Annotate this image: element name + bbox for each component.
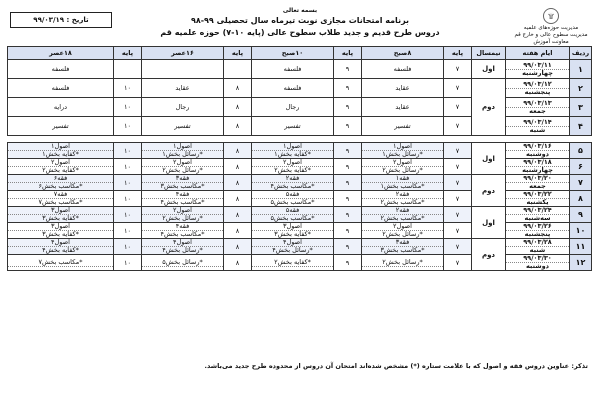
grade-cell [224, 60, 252, 79]
gap-cell [8, 136, 592, 143]
subject-line: *کفایه بخش۴ [42, 246, 79, 254]
subject-cell: رجال [252, 98, 334, 117]
subject-cell [142, 143, 224, 159]
grade-cell: ۸ [224, 175, 252, 191]
organization-block [512, 8, 590, 46]
grade-cell: ۱۰ [114, 175, 142, 191]
date-text: ۹۹/۰۳/۲۸ [506, 239, 569, 247]
subject-line: *کفایه بخش۳ [274, 230, 311, 238]
subject-line: *رسائل بخش۱ [162, 150, 203, 158]
weekday-text: جمعه [529, 106, 546, 115]
subject-line: اصول۱ [142, 143, 223, 151]
day-cell [506, 191, 570, 207]
subject-line: *کفایه بخش۲ [274, 166, 311, 174]
day-cell [506, 255, 570, 271]
date-text: ۹۹/۰۳/۱۱ [506, 62, 569, 70]
subject-line: *مکاسب بخش۲ [380, 198, 425, 206]
subject-cell [8, 175, 114, 191]
date-text: ۹۹/۰۳/۱۸ [506, 159, 569, 167]
header-cell: پایه [114, 47, 142, 60]
subject-line: اصول۴ [252, 239, 333, 247]
grade-cell: ۸ [224, 159, 252, 175]
grade-cell: ۹ [334, 79, 362, 98]
subject-cell [142, 191, 224, 207]
subject-cell: فلسفه [8, 60, 114, 79]
date-text: ۹۹/۰۳/۱۳ [506, 100, 569, 108]
subject-cell: فلسفه [252, 79, 334, 98]
subject-line: فقه۳ [362, 239, 443, 247]
subject-line: فقه۲ [362, 207, 443, 215]
weekday-text: چهارشنبه [522, 68, 553, 77]
header-cell: ۱۰صبح [252, 47, 334, 60]
table-row [8, 143, 592, 159]
grade-cell: ۷ [444, 117, 472, 136]
row-number: ۲ [570, 79, 592, 98]
grade-cell: ۷ [444, 143, 472, 159]
subject-line: *کفایه بخش۳ [42, 230, 79, 238]
date-text: ۹۹/۰۳/۲۲ [506, 191, 569, 199]
grade-cell: ۷ [444, 175, 472, 191]
grade-cell: ۷ [444, 98, 472, 117]
grade-cell [114, 60, 142, 79]
grade-cell: ۸ [224, 191, 252, 207]
subject-line: *رسائل بخش۴ [272, 246, 313, 254]
header-cell: ۱۶عصر [142, 47, 224, 60]
subject-cell: فلسفه [362, 60, 444, 79]
day-cell [506, 239, 570, 255]
subject-line: *رسائل بخش۲ [162, 214, 203, 222]
date-text: ۹۹/۰۳/۱۲ [506, 81, 569, 89]
subject-cell: عقاید [142, 79, 224, 98]
term-cell: دوم [472, 175, 506, 207]
grade-cell: ۹ [334, 117, 362, 136]
weekday-text: پنجشنبه [524, 87, 551, 96]
grade-cell: ۸ [224, 98, 252, 117]
table-row [8, 207, 592, 223]
subject-cell: درایه [8, 98, 114, 117]
table-row [8, 239, 592, 255]
weekday-text: چهارشنبه [522, 166, 553, 174]
subject-line: اصول۴ [8, 239, 113, 247]
date-text: ۹۹/۰۳/۱۴ [506, 119, 569, 127]
weekday-text: شنبه [529, 125, 546, 134]
day-cell [506, 143, 570, 159]
subject-cell: رجال [142, 98, 224, 117]
row-number: ۱۲ [570, 255, 592, 271]
grade-cell: ۹ [334, 239, 362, 255]
title-block [108, 6, 492, 39]
grade-cell: ۷ [444, 60, 472, 79]
subject-cell [362, 255, 444, 271]
subject-cell [8, 191, 114, 207]
subject-cell [362, 223, 444, 239]
row-number: ۶ [570, 159, 592, 175]
grade-cell: ۱۰ [114, 143, 142, 159]
row-number: ۱ [570, 60, 592, 79]
subject-line: *مکاسب بخش۴ [160, 230, 205, 238]
subject-line: اصول۲ [362, 159, 443, 167]
subject-cell [8, 239, 114, 255]
grade-cell: ۸ [224, 239, 252, 255]
grade-cell: ۹ [334, 143, 362, 159]
subject-cell [142, 223, 224, 239]
date-text: ۹۹/۰۳/۲۴ [506, 207, 569, 215]
org-line: مدیریت سطوح عالی و خارج قم [514, 32, 588, 38]
header-cell: ردیف [570, 47, 592, 60]
subject-line: *کفایه بخش۳ [42, 214, 79, 222]
subject-line: اصول۲ [142, 207, 223, 215]
grade-cell: ۸ [224, 117, 252, 136]
subject-line: *رسائل بخش۴ [162, 246, 203, 254]
subject-line: اصول۲ [252, 159, 333, 167]
subject-cell [252, 239, 334, 255]
subject-line: *مکاسب بخش۴ [270, 182, 315, 190]
bismillah: بسمه تعالی [282, 7, 318, 14]
grade-cell: ۷ [444, 191, 472, 207]
subject-line: فقه۵ [252, 207, 333, 215]
subject-line: *مکاسب بخش۵ [270, 198, 315, 206]
subject-line: *کفایه بخش۲ [252, 259, 333, 267]
subject-line: اصول۳ [252, 223, 333, 231]
subject-line: *رسائل بخش۲ [382, 166, 423, 174]
day-cell [506, 159, 570, 175]
subject-line: اصول۱ [252, 143, 333, 151]
term-cell: دوم [472, 79, 506, 136]
date-text: ۹۹/۰۳/۲۰ [506, 175, 569, 183]
subject-cell: عقاید [362, 79, 444, 98]
schedule-table [7, 46, 592, 271]
subject-cell [362, 191, 444, 207]
term-cell: اول [472, 60, 506, 79]
footnote: تذکر: عناوین دروس فقه و اصول که با علامت ستاره (*) مشخص شده‌اند امتحان آن دروس از محدوده طرح جدید می‌باشد. [204, 362, 588, 370]
day-cell [506, 207, 570, 223]
day-cell [506, 98, 570, 117]
grade-cell: ۸ [224, 207, 252, 223]
subject-cell [362, 239, 444, 255]
weekday-text: سه‌شنبه [524, 214, 551, 222]
subject-line: *کفایه بخش۱ [274, 150, 311, 158]
subject-cell [8, 159, 114, 175]
date-box: تاریخ : ۹۹/۰۳/۱۹ [10, 12, 112, 28]
row-number: ۱۱ [570, 239, 592, 255]
subject-cell [362, 207, 444, 223]
subject-line: اصول۲ [142, 159, 223, 167]
subject-line: اصول۲ [8, 159, 113, 167]
grade-cell: ۱۰ [114, 191, 142, 207]
seal-icon: ۩ [543, 8, 559, 24]
subject-line: *مکاسب بخش۵ [270, 214, 315, 222]
grade-cell: ۹ [334, 98, 362, 117]
subject-cell [252, 175, 334, 191]
subject-cell: تفسیر [142, 117, 224, 136]
weekday-text: دوشنبه [525, 150, 550, 158]
row-number: ۳ [570, 98, 592, 117]
subject-line: اصول۴ [142, 239, 223, 247]
subject-line: *رسائل بخش۲ [162, 166, 203, 174]
subject-line: فقه۳ [142, 175, 223, 183]
day-cell [506, 60, 570, 79]
subject-line: *مکاسب بخش۲ [380, 214, 425, 222]
grade-cell: ۸ [224, 255, 252, 271]
row-number: ۷ [570, 175, 592, 191]
subject-line: *رسائل بخش۲ [382, 230, 423, 238]
header-cell: ۸صبح [362, 47, 444, 60]
date-text: ۹۹/۰۳/۳۰ [506, 255, 569, 263]
table-row [8, 79, 592, 98]
subject-line: اصول۳ [8, 207, 113, 215]
subject-line: *مکاسب بخش۷ [8, 259, 113, 267]
schedule-body [8, 60, 592, 271]
subject-line: فقه۵ [252, 191, 333, 199]
header-cell: پایه [334, 47, 362, 60]
grade-cell: ۷ [444, 239, 472, 255]
table-row [8, 175, 592, 191]
subject-cell [252, 255, 334, 271]
date-text: ۹۹/۰۳/۱۶ [506, 143, 569, 151]
subject-line: فقه۴ [142, 223, 223, 231]
org-line: مدیریت حوزه‌های علمیه [523, 25, 579, 31]
subject-cell [362, 143, 444, 159]
subject-cell: تفسیر [362, 117, 444, 136]
row-number: ۸ [570, 191, 592, 207]
weekday-text: جمعه [529, 182, 546, 190]
subject-cell: تفسیر [8, 117, 114, 136]
grade-cell: ۷ [444, 255, 472, 271]
grade-cell: ۱۰ [114, 117, 142, 136]
grade-cell: ۹ [334, 191, 362, 207]
grade-cell: ۹ [334, 207, 362, 223]
subject-cell: تفسیر [252, 117, 334, 136]
subject-line: اصول۳ [8, 223, 113, 231]
day-cell [506, 79, 570, 98]
subject-cell [252, 159, 334, 175]
section-gap [8, 136, 592, 143]
subject-line: *مکاسب بخش۳ [160, 182, 205, 190]
grade-cell: ۱۰ [114, 255, 142, 271]
weekday-text: دوشنبه [525, 262, 550, 270]
subject-line: *مکاسب بخش۶ [38, 182, 83, 190]
subject-cell [142, 207, 224, 223]
subject-cell [252, 207, 334, 223]
weekday-text: پنجشنبه [524, 230, 551, 238]
header-cell: پایه [224, 47, 252, 60]
day-cell [506, 223, 570, 239]
row-number: ۱۰ [570, 223, 592, 239]
subject-line: *رسائل بخش۱ [382, 150, 423, 158]
subject-cell: فلسفه [252, 60, 334, 79]
grade-cell: ۱۰ [114, 207, 142, 223]
subject-cell: عقاید [362, 98, 444, 117]
grade-cell: ۱۰ [114, 79, 142, 98]
term-cell: اول [472, 143, 506, 175]
subject-cell [8, 143, 114, 159]
grade-cell: ۸ [224, 223, 252, 239]
subject-cell [362, 159, 444, 175]
day-cell [506, 117, 570, 136]
subject-cell [252, 191, 334, 207]
grade-cell: ۱۰ [114, 98, 142, 117]
weekday-text: یکشنبه [526, 198, 549, 206]
header-cell: ۱۸عصر [8, 47, 114, 60]
day-cell [506, 175, 570, 191]
subject-line: فقه۷ [8, 191, 113, 199]
subject-line: *مکاسب بخش۴ [160, 198, 205, 206]
date-text: ۹۹/۰۳/۲۶ [506, 223, 569, 231]
row-number: ۵ [570, 143, 592, 159]
table-header-row [8, 47, 592, 60]
term-cell: دوم [472, 239, 506, 271]
subject-line: فقه۶ [8, 175, 113, 183]
subject-cell [8, 223, 114, 239]
grade-cell: ۷ [444, 159, 472, 175]
subject-cell [252, 223, 334, 239]
subject-cell: فلسفه [8, 79, 114, 98]
grade-cell: ۱۰ [114, 239, 142, 255]
org-line: معاونت آموزش [533, 39, 569, 45]
subject-line: فقه۱ [362, 175, 443, 183]
grade-cell: ۸ [224, 79, 252, 98]
grade-cell: ۱۰ [114, 159, 142, 175]
table-row [8, 60, 592, 79]
header-cell: ایام هفته [506, 47, 570, 60]
subject-line: *کفایه بخش۱ [42, 150, 79, 158]
subject-line: *مکاسب بخش۱ [380, 182, 425, 190]
subject-cell [8, 207, 114, 223]
subject-line: *مکاسب بخش۷ [38, 198, 83, 206]
subject-cell [142, 60, 224, 79]
subject-line: *مکاسب بخش۳ [380, 246, 425, 254]
exam-schedule-page [8, 6, 592, 394]
grade-cell: ۷ [444, 223, 472, 239]
grade-cell: ۱۰ [114, 223, 142, 239]
row-number: ۹ [570, 207, 592, 223]
grade-cell: ۹ [334, 60, 362, 79]
subject-cell [142, 175, 224, 191]
grade-cell: ۷ [444, 207, 472, 223]
grade-cell: ۹ [334, 223, 362, 239]
grade-cell: ۷ [444, 79, 472, 98]
subject-line: فقه۲ [252, 175, 333, 183]
subject-cell [8, 255, 114, 271]
subject-cell [142, 159, 224, 175]
subject-line: اصول۲ [362, 223, 443, 231]
term-cell: اول [472, 207, 506, 239]
subject-cell [362, 175, 444, 191]
document-subtitle: دروس طرح قدیم و جدید طلاب سطوح عالی (پایه ۱۰-۷) حوزه علمیه قم [160, 28, 440, 37]
subject-line: فقه۲ [362, 191, 443, 199]
subject-line: اصول۱ [362, 143, 443, 151]
grade-cell: ۹ [334, 175, 362, 191]
subject-line: *رسائل بخش۲ [362, 259, 443, 267]
subject-cell [142, 239, 224, 255]
subject-line: فقه۴ [142, 191, 223, 199]
subject-cell [142, 255, 224, 271]
grade-cell: ۹ [334, 159, 362, 175]
header-cell: نیمسال [472, 47, 506, 60]
grade-cell: ۸ [224, 143, 252, 159]
header-cell: پایه [444, 47, 472, 60]
subject-cell [252, 143, 334, 159]
document-title: برنامه امتحانات مجازی نوبت تیرماه سال تحصیلی ۹۹-۹۸ [190, 16, 410, 25]
row-number: ۴ [570, 117, 592, 136]
subject-line: *رسائل بخش۵ [142, 259, 223, 267]
grade-cell: ۹ [334, 255, 362, 271]
weekday-text: شنبه [529, 246, 546, 254]
subject-line: *کفایه بخش۲ [42, 166, 79, 174]
subject-line: اصول۱ [8, 143, 113, 151]
